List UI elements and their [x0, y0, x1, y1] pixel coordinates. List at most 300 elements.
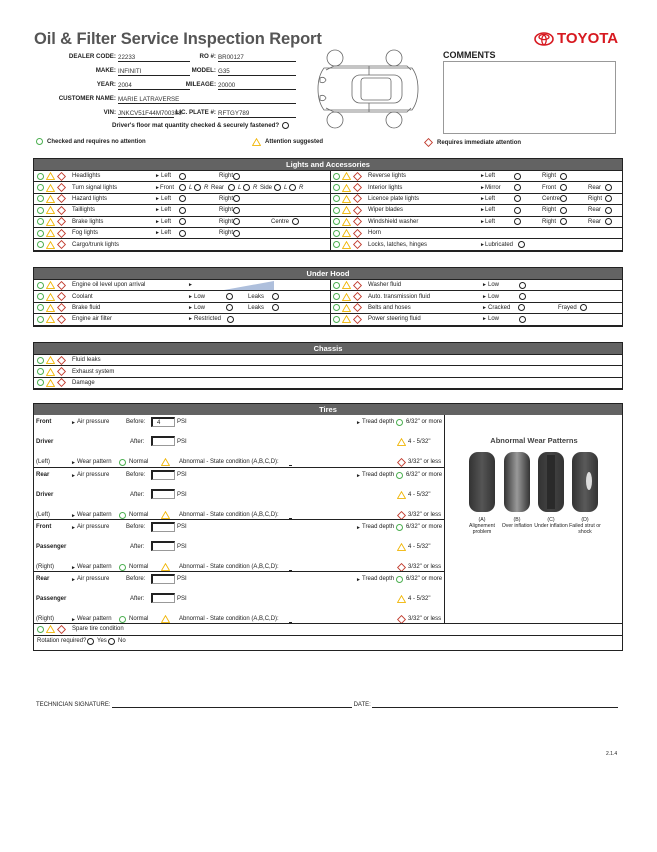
legend-ok-text: Checked and requires no attention [47, 138, 146, 145]
option-label: Engine air filter [72, 316, 113, 323]
attention-radio-icon[interactable] [46, 281, 55, 289]
bullet-icon: ► [480, 184, 485, 191]
toyota-logo [534, 30, 618, 47]
attention-radio-icon[interactable] [342, 241, 351, 249]
option-label: Turn signal lights [72, 184, 118, 191]
attention-radio-icon[interactable] [46, 195, 55, 203]
ok-radio-icon[interactable] [37, 184, 44, 191]
option-label: Centre [271, 218, 290, 225]
ok-radio-icon[interactable] [37, 173, 44, 180]
immediate-radio-icon[interactable] [57, 172, 66, 181]
option-radio[interactable] [194, 184, 201, 191]
ok-radio-icon[interactable] [333, 282, 340, 289]
status-icons [37, 367, 66, 376]
attention-radio-icon[interactable] [342, 184, 351, 192]
option-radio[interactable] [233, 218, 240, 225]
option-radio[interactable] [179, 207, 186, 214]
attention-radio-icon[interactable] [46, 625, 55, 633]
immediate-radio-icon[interactable] [353, 315, 362, 324]
immediate-radio-icon[interactable] [57, 292, 66, 301]
immediate-radio-icon[interactable] [57, 356, 66, 365]
pressure-after-input[interactable] [151, 541, 175, 551]
ok-radio-icon[interactable] [37, 304, 44, 311]
brand-name: TOYOTA [557, 30, 619, 47]
ok-radio-icon[interactable] [37, 368, 44, 375]
tire-label: Air pressure [77, 524, 110, 530]
option-label: Brake lights [72, 218, 104, 225]
option-label: Engine oil level upon arrival [72, 282, 146, 289]
bullet-icon: ► [71, 577, 76, 583]
option-radio[interactable] [514, 173, 521, 180]
ok-icon[interactable] [119, 512, 126, 519]
option-label: Windshield washer [368, 218, 419, 225]
ro-field[interactable]: BR00127 [218, 53, 296, 62]
attention-icon[interactable] [397, 543, 406, 551]
immediate-radio-icon[interactable] [57, 206, 66, 215]
inspection-item [330, 239, 624, 249]
option-radio[interactable] [560, 207, 567, 214]
immediate-radio-icon[interactable] [353, 281, 362, 290]
year-field[interactable]: 2004 [118, 81, 190, 90]
option-radio[interactable] [292, 218, 299, 225]
abnormal-wear-panel [445, 416, 623, 622]
bullet-icon: ► [188, 316, 193, 323]
table-row [34, 181, 622, 192]
attention-radio-icon[interactable] [46, 172, 55, 180]
option-label: Left [485, 207, 496, 214]
ok-radio-icon[interactable] [333, 304, 340, 311]
attention-icon[interactable] [397, 595, 406, 603]
option-label: Licence plate lights [368, 195, 420, 202]
tire-label: 6/32" or more [406, 524, 443, 530]
ok-radio-icon[interactable] [37, 357, 44, 364]
option-label: Front [160, 184, 175, 191]
abnormal-condition-field[interactable] [289, 465, 292, 466]
option-label: Left [161, 207, 172, 214]
bullet-icon: ► [482, 282, 487, 289]
attention-radio-icon[interactable] [342, 218, 351, 226]
inspection-item [34, 239, 330, 249]
tire-label: After: [130, 596, 145, 602]
status-icons [333, 315, 362, 324]
pressure-before-input[interactable] [151, 522, 175, 532]
bullet-icon: ► [356, 577, 361, 583]
attention-icon[interactable] [161, 563, 170, 571]
pressure-before-input[interactable]: 4 [151, 417, 175, 427]
option-radio[interactable] [108, 638, 115, 645]
date-field[interactable] [372, 700, 618, 708]
tires-section [33, 403, 623, 651]
option-radio[interactable] [233, 195, 240, 202]
tire-label: Abnormal - State condition (A,B,C,D): [179, 616, 279, 622]
option-label: Mirror [485, 184, 501, 191]
ok-radio-icon[interactable] [37, 241, 44, 248]
attention-icon[interactable] [161, 615, 170, 623]
immediate-radio-icon[interactable] [57, 183, 66, 192]
ok-radio-icon[interactable] [37, 218, 44, 225]
wear-type-caption [564, 517, 606, 535]
attention-radio-icon[interactable] [342, 195, 351, 203]
inspection-item [330, 205, 624, 215]
immediate-radio-icon[interactable] [57, 315, 66, 324]
immediate-radio-icon[interactable] [353, 229, 362, 238]
option-label: Rotation required? [37, 638, 87, 645]
inspection-item [34, 314, 330, 324]
model-label: MODEL: [191, 67, 216, 74]
immediate-radio-icon[interactable] [353, 194, 362, 203]
option-radio[interactable] [233, 173, 240, 180]
option-radio[interactable] [560, 184, 567, 191]
attention-radio-icon[interactable] [342, 293, 351, 301]
status-icons [333, 206, 362, 215]
immediate-radio-icon[interactable] [353, 172, 362, 181]
tire-label: Abnormal - State condition (A,B,C,D): [179, 459, 279, 465]
immediate-radio-icon[interactable] [353, 217, 362, 226]
option-radio[interactable] [179, 184, 186, 191]
inspection-item [34, 228, 330, 238]
option-label: Leaks [248, 304, 265, 311]
immediate-radio-icon[interactable] [57, 194, 66, 203]
option-radio[interactable] [179, 218, 186, 225]
immediate-radio-icon[interactable] [57, 229, 66, 238]
option-radio[interactable] [605, 184, 612, 191]
option-radio[interactable] [580, 304, 587, 311]
option-label: Low [488, 282, 500, 289]
pressure-before-input[interactable] [151, 574, 175, 584]
option-label: Fluid leaks [72, 357, 101, 364]
option-label: Right [542, 173, 557, 180]
tire-wear-image [502, 451, 532, 513]
option-label: R [299, 184, 304, 191]
immediate-radio-icon[interactable] [353, 183, 362, 192]
tire-wear-image [467, 451, 497, 513]
tire-label: PSI [177, 576, 187, 582]
table-row [34, 365, 622, 376]
tire-label: Normal [129, 512, 149, 518]
option-label: Left [161, 218, 172, 225]
ok-icon[interactable] [396, 472, 403, 479]
toyota-emblem-icon [534, 32, 554, 46]
immediate-radio-icon[interactable] [353, 206, 362, 215]
option-radio[interactable] [272, 304, 279, 311]
attention-icon[interactable] [397, 491, 406, 499]
wear-letter: (B) [513, 517, 521, 523]
customer-name-field[interactable]: MARIE LATRAVERSE [118, 95, 296, 104]
ok-radio-icon[interactable] [333, 316, 340, 323]
tire-label: Air pressure [77, 419, 110, 425]
option-label: Restricted [194, 316, 222, 323]
immediate-radio-icon[interactable] [57, 281, 66, 290]
option-radio[interactable] [272, 293, 279, 300]
immediate-radio-icon[interactable] [353, 240, 362, 249]
ok-radio-icon[interactable] [37, 207, 44, 214]
lights-section [33, 158, 623, 252]
bullet-icon: ► [480, 195, 485, 202]
attention-radio-icon[interactable] [342, 172, 351, 180]
immediate-radio-icon[interactable] [57, 625, 66, 634]
tire-label: 4 - 5/32" [408, 596, 431, 602]
make-field[interactable]: INFINITI [118, 67, 190, 76]
ok-icon[interactable] [396, 419, 403, 426]
immediate-radio-icon[interactable] [57, 303, 66, 312]
option-label: Spare tire condition [72, 626, 124, 633]
table-row [34, 290, 622, 301]
status-icons [37, 281, 66, 290]
option-radio[interactable] [560, 218, 567, 225]
option-label: Auto. transmission fluid [368, 293, 431, 300]
tire-label: After: [130, 439, 145, 445]
status-icons [333, 194, 362, 203]
status-icons [37, 303, 66, 312]
table-row [34, 216, 622, 227]
bullet-icon: ► [155, 195, 160, 202]
attention-radio-icon[interactable] [46, 315, 55, 323]
tire-label: Wear pattern [77, 459, 112, 465]
ok-radio-icon[interactable] [37, 626, 44, 633]
tire-label: 6/32" or more [406, 419, 443, 425]
ok-icon[interactable] [396, 524, 403, 531]
tire-label: Normal [129, 459, 149, 465]
attention-radio-icon[interactable] [46, 356, 55, 364]
tire-block [34, 519, 444, 571]
attention-radio-icon[interactable] [46, 368, 55, 376]
option-label: L [189, 184, 193, 191]
tire-label: Driver [36, 492, 54, 498]
option-label: Hazard lights [72, 195, 108, 202]
ok-radio-icon[interactable] [333, 184, 340, 191]
ok-radio-icon[interactable] [37, 293, 44, 300]
option-radio[interactable] [233, 207, 240, 214]
option-radio[interactable] [289, 184, 296, 191]
option-label: Leaks [248, 293, 265, 300]
option-label: Side [260, 184, 273, 191]
option-radio[interactable] [519, 316, 526, 323]
option-label: Power steering fluid [368, 316, 421, 323]
tire-label: 4 - 5/32" [408, 492, 431, 498]
option-label: Low [488, 293, 500, 300]
rotation-row [34, 635, 622, 646]
status-icons [37, 240, 66, 249]
option-radio[interactable] [514, 218, 521, 225]
ok-radio-icon[interactable] [333, 195, 340, 202]
option-radio[interactable] [233, 230, 240, 237]
option-label: Left [161, 230, 172, 237]
immediate-radio-icon[interactable] [353, 303, 362, 312]
attention-radio-icon[interactable] [342, 304, 351, 312]
ok-radio-icon[interactable] [37, 282, 44, 289]
ok-radio-icon[interactable] [333, 207, 340, 214]
option-label: Right [219, 230, 234, 237]
dealer-code-field[interactable]: 22233 [118, 53, 190, 62]
customer-name-label: CUSTOMER NAME: [58, 95, 116, 102]
attention-radio-icon[interactable] [46, 218, 55, 226]
tire-label: PSI [177, 439, 187, 445]
table-row [34, 279, 622, 290]
ok-radio-icon[interactable] [37, 379, 44, 386]
vin-field[interactable]: JNKCV51F44M700308 [118, 110, 182, 117]
wear-title: Abnormal Wear Patterns [490, 436, 578, 445]
inspection-item [34, 217, 330, 227]
option-radio[interactable] [519, 282, 526, 289]
option-radio[interactable] [243, 184, 250, 191]
status-icons [37, 206, 66, 215]
attention-radio-icon[interactable] [342, 315, 351, 323]
ok-radio-icon[interactable] [37, 195, 44, 202]
option-radio[interactable] [179, 230, 186, 237]
option-label: Horn [368, 230, 382, 237]
option-radio[interactable] [514, 195, 521, 202]
pressure-after-input[interactable] [151, 489, 175, 499]
section-header: Lights and Accessories [34, 159, 622, 170]
ok-radio-icon[interactable] [333, 173, 340, 180]
ok-icon[interactable] [119, 564, 126, 571]
option-radio[interactable] [227, 316, 234, 323]
attention-icon[interactable] [161, 458, 170, 466]
tire-label: (Right) [36, 616, 55, 622]
table-row [34, 302, 622, 313]
option-radio[interactable] [519, 293, 526, 300]
option-radio[interactable] [226, 304, 233, 311]
tire-label: PSI [177, 492, 187, 498]
tire-wear-image [536, 451, 566, 513]
plate-field[interactable]: RFTGY789 [218, 109, 296, 118]
inspection-item [34, 291, 330, 301]
option-radio[interactable] [514, 184, 521, 191]
option-label: Right [219, 173, 234, 180]
inspection-item [330, 171, 624, 181]
immediate-radio-icon[interactable] [57, 367, 66, 376]
red-diamond-icon [424, 138, 433, 147]
tire-label: Before: [126, 524, 146, 530]
option-label: Cracked [488, 304, 511, 311]
status-icons [37, 172, 66, 181]
floor-mat-radio[interactable] [282, 122, 289, 129]
option-label: Coolant [72, 293, 93, 300]
inspection-item [34, 280, 330, 290]
tire-label: 4 - 5/32" [408, 544, 431, 550]
option-label: Right [542, 207, 557, 214]
attention-radio-icon[interactable] [46, 206, 55, 214]
bullet-icon: ► [71, 525, 76, 531]
attention-radio-icon[interactable] [342, 281, 351, 289]
option-label: Left [161, 173, 172, 180]
ok-radio-icon[interactable] [333, 218, 340, 225]
tire-label: 4 - 5/32" [408, 439, 431, 445]
option-radio[interactable] [560, 173, 567, 180]
make-label: MAKE: [95, 67, 116, 74]
option-radio[interactable] [226, 293, 233, 300]
ok-icon[interactable] [396, 576, 403, 583]
option-radio[interactable] [518, 241, 525, 248]
option-radio[interactable] [560, 195, 567, 202]
bullet-icon: ► [480, 207, 485, 214]
tire-rows [34, 415, 444, 623]
mileage-label: MILEAGE: [185, 81, 216, 88]
option-radio[interactable] [228, 184, 235, 191]
model-field[interactable]: G35 [218, 67, 296, 76]
pressure-after-input[interactable] [151, 593, 175, 603]
option-radio[interactable] [87, 638, 94, 645]
inspection-item [330, 314, 624, 324]
option-radio[interactable] [605, 195, 612, 202]
ok-icon[interactable] [119, 616, 126, 623]
bullet-icon: ► [155, 218, 160, 225]
ok-radio-icon[interactable] [333, 293, 340, 300]
bullet-icon: ► [155, 184, 160, 191]
immediate-radio-icon[interactable] [57, 240, 66, 249]
wear-desc: Alignement problem [469, 523, 495, 535]
attention-icon[interactable] [397, 438, 406, 446]
attention-radio-icon[interactable] [46, 304, 55, 312]
status-icons [333, 240, 362, 249]
pressure-before-input[interactable] [151, 470, 175, 480]
table-row [34, 227, 622, 238]
ok-radio-icon[interactable] [333, 230, 340, 237]
attention-radio-icon[interactable] [46, 379, 55, 387]
attention-icon[interactable] [161, 511, 170, 519]
inspection-item [330, 228, 624, 238]
attention-radio-icon[interactable] [342, 206, 351, 214]
ok-radio-icon[interactable] [333, 241, 340, 248]
bullet-icon: ► [71, 617, 76, 623]
under-hood-section [33, 267, 623, 327]
inspection-item [34, 378, 624, 388]
attention-radio-icon[interactable] [342, 229, 351, 237]
tire-label: Wear pattern [77, 616, 112, 622]
comments-textarea[interactable] [443, 61, 616, 134]
status-icons [37, 315, 66, 324]
option-radio[interactable] [179, 195, 186, 202]
option-radio[interactable] [518, 304, 525, 311]
wear-letter: (C) [547, 517, 555, 523]
legend-ok [36, 138, 146, 145]
inspection-item [330, 194, 624, 204]
option-radio[interactable] [605, 207, 612, 214]
vin-label: VIN: [103, 109, 116, 116]
option-radio[interactable] [514, 207, 521, 214]
tire-label: Driver [36, 439, 54, 445]
status-icons [333, 292, 362, 301]
bullet-icon: ► [188, 304, 193, 311]
option-radio[interactable] [274, 184, 281, 191]
attention-radio-icon[interactable] [46, 293, 55, 301]
pressure-after-input[interactable] [151, 436, 175, 446]
mileage-field[interactable]: 20000 [218, 81, 296, 90]
tire-label: 6/32" or more [406, 576, 443, 582]
option-radio[interactable] [179, 173, 186, 180]
wear-letter: (A) [478, 517, 486, 523]
tire-wear-image [570, 451, 600, 513]
attention-radio-icon[interactable] [46, 241, 55, 249]
ok-radio-icon[interactable] [37, 316, 44, 323]
immediate-radio-icon[interactable] [353, 292, 362, 301]
ok-icon[interactable] [119, 459, 126, 466]
oil-level-gauge[interactable] [224, 281, 274, 290]
immediate-radio-icon[interactable] [57, 378, 66, 387]
bullet-icon: ► [155, 207, 160, 214]
inspection-item [330, 303, 624, 313]
signature-field[interactable] [112, 700, 352, 708]
attention-radio-icon[interactable] [46, 229, 55, 237]
inspection-item [34, 182, 330, 192]
immediate-radio-icon[interactable] [57, 217, 66, 226]
option-radio[interactable] [605, 218, 612, 225]
inspection-item [34, 355, 624, 365]
immediate-icon[interactable] [397, 458, 406, 467]
option-label: Washer fluid [368, 282, 402, 289]
attention-radio-icon[interactable] [46, 184, 55, 192]
ok-radio-icon[interactable] [37, 230, 44, 237]
